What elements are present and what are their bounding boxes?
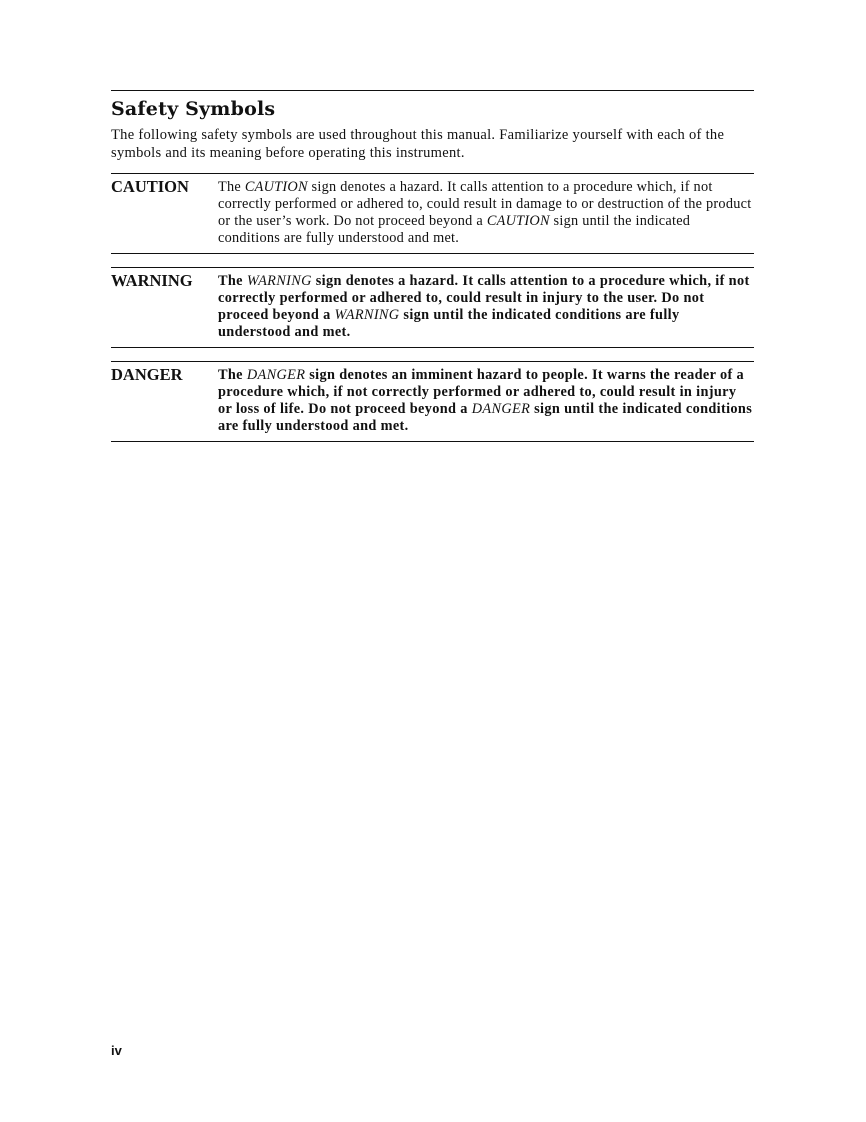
caution-label: CAUTION bbox=[111, 177, 189, 196]
caution-text bbox=[218, 177, 754, 247]
top-divider bbox=[111, 90, 754, 91]
danger-text-part: sign until the indicated conditions are fully understood and met. bbox=[218, 401, 753, 434]
caution-keyword: CAUTION bbox=[486, 213, 550, 229]
caution-text-part: sign until the indicated conditions are fully understood and met. bbox=[218, 213, 691, 246]
warning-text-part: sign until the indicated conditions are fully understood and met. bbox=[218, 307, 680, 340]
intro-paragraph: The following safety symbols are used throughout this manual. Familiarize yourself with each of the symbols and its meaning before operating this instrument. bbox=[111, 127, 725, 161]
danger-keyword: DANGER bbox=[246, 367, 306, 383]
caution-text-part: sign denotes a hazard. It calls attention to a procedure which, if not correctly performed or adhered to, could result in damage to or destruction of the product or the user’s work. Do not proceed beyond a bbox=[218, 179, 752, 229]
warning-label: WARNING bbox=[111, 271, 193, 290]
danger-label: DANGER bbox=[111, 365, 183, 384]
danger-text-part: sign denotes an imminent hazard to people. It warns the reader of a procedure which, if not correctly performed or adhered to, could result in injury or loss of life. Do not proceed beyond a bbox=[218, 367, 744, 417]
danger-text-part: The bbox=[218, 367, 247, 383]
section-title: Safety Symbols bbox=[111, 98, 276, 120]
page-content bbox=[111, 90, 754, 442]
danger-notice bbox=[111, 361, 754, 442]
danger-keyword: DANGER bbox=[471, 401, 531, 417]
caution-keyword: CAUTION bbox=[244, 179, 308, 195]
warning-text bbox=[218, 271, 754, 341]
danger-text bbox=[218, 365, 754, 435]
warning-keyword: WARNING bbox=[246, 273, 312, 289]
caution-notice bbox=[111, 173, 754, 254]
warning-text-part: The bbox=[218, 273, 247, 289]
caution-text-part: The bbox=[218, 179, 245, 195]
warning-notice bbox=[111, 267, 754, 348]
page-number: iv bbox=[111, 1043, 122, 1058]
warning-keyword: WARNING bbox=[334, 307, 400, 323]
warning-text-part: sign denotes a hazard. It calls attention to a procedure which, if not correctly performed or adhered to, could result in injury to the user. Do not proceed beyond a bbox=[218, 273, 750, 323]
